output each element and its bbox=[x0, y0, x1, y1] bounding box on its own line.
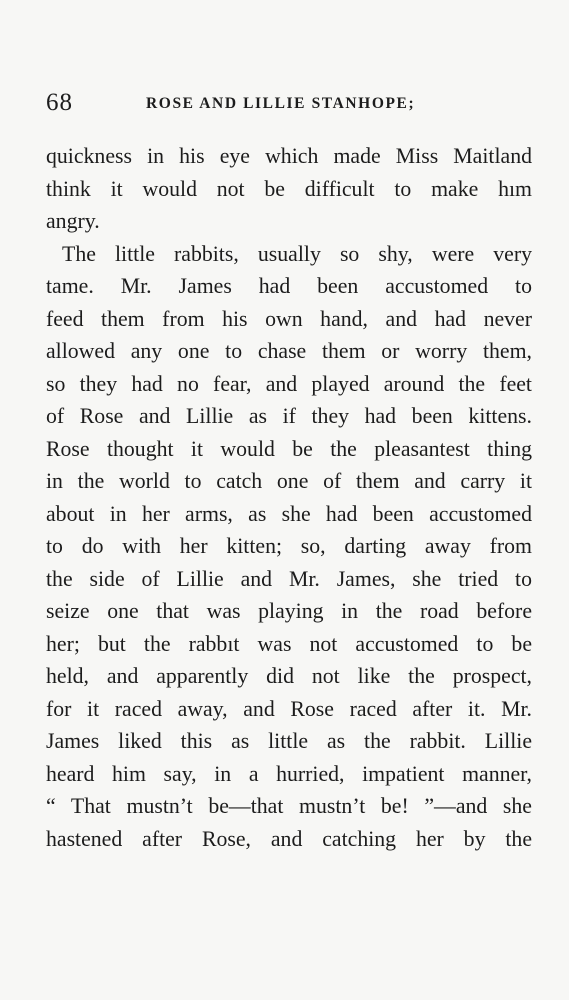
body-text bbox=[46, 140, 532, 855]
text-line: The little rabbits, usually so shy, were very bbox=[62, 241, 532, 266]
text-line: seize one that was playing in the road before bbox=[46, 599, 532, 623]
text-line: James liked this as little as the rabbit. Lillie bbox=[46, 729, 532, 753]
text-line: held, and apparently did not like the prospect, bbox=[46, 664, 532, 688]
running-head bbox=[0, 88, 569, 118]
text-line: hastened after Rose, and catching her by the bbox=[46, 826, 532, 851]
text-line: think it would not be difficult to make hım bbox=[46, 176, 532, 201]
text-line: angry. bbox=[46, 209, 100, 233]
text-line: allowed any one to chase them or worry them, bbox=[46, 339, 532, 363]
text-line: in the world to catch one of them and carry it bbox=[46, 469, 532, 493]
text-line: the side of Lillie and Mr. James, she tried to bbox=[46, 566, 532, 591]
text-line: so they had no fear, and played around the feet bbox=[46, 371, 532, 396]
page-number: 68 bbox=[46, 89, 73, 116]
running-title: ROSE AND LILLIE STANHOPE; bbox=[146, 95, 416, 112]
text-line: about in her arms, as she had been accustomed bbox=[46, 501, 532, 526]
text-line: feed them from his own hand, and had never bbox=[46, 306, 532, 331]
text-line: heard him say, in a hurried, impatient manner, bbox=[46, 761, 532, 786]
text-line: her; but the rabbıt was not accustomed to be bbox=[46, 631, 532, 656]
text-line: of Rose and Lillie as if they had been kittens. bbox=[46, 404, 532, 428]
text-line: to do with her kitten; so, darting away from bbox=[46, 534, 532, 558]
text-line: quickness in his eye which made Miss Maitland bbox=[46, 144, 532, 168]
text-line: Rose thought it would be the pleasantest thing bbox=[46, 436, 532, 461]
text-line: for it raced away, and Rose raced after it. Mr. bbox=[46, 696, 532, 721]
text-line: tame. Mr. James had been accustomed to bbox=[46, 274, 532, 298]
text-line: “ That mustn’t be—that mustn’t be! ”—and she bbox=[46, 794, 532, 818]
